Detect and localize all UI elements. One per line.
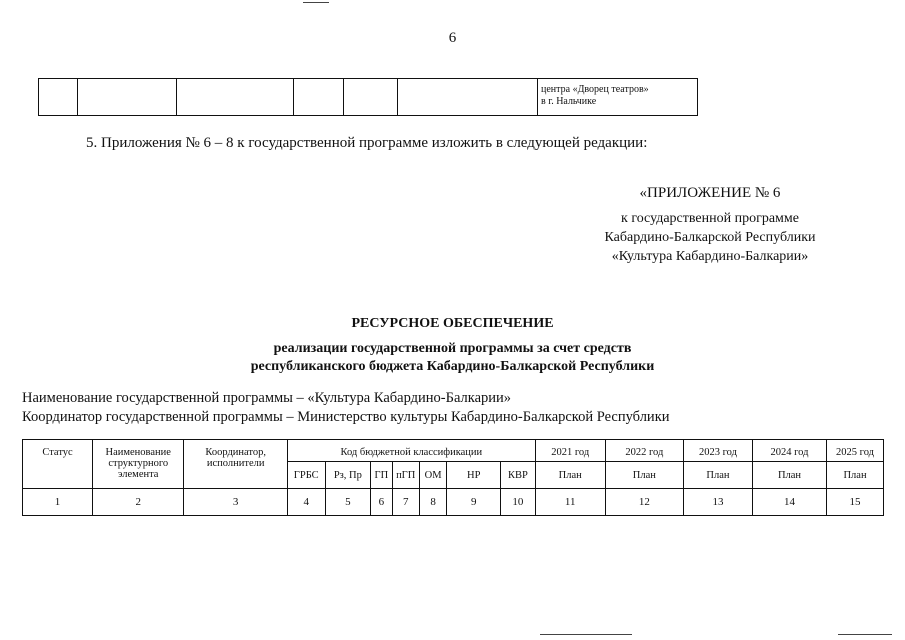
column-number: 6	[371, 489, 392, 516]
resource-table	[22, 439, 884, 516]
column-number: 11	[535, 489, 605, 516]
subtitle-line1: реализации государственной программы за счет средств	[273, 341, 632, 356]
subtitle-line2: республиканского бюджета Кабардино-Балкарской Республики	[250, 359, 655, 374]
header-year: 2023 год	[683, 440, 752, 462]
column-number: 2	[93, 489, 184, 516]
program-coordinator: Координатор государственной программы – Министерство культуры Кабардино-Балкарской Республики	[22, 409, 670, 425]
column-number: 4	[287, 489, 325, 516]
continued-cell	[538, 79, 698, 116]
header-year: 2021 год	[535, 440, 605, 462]
header-code: НР	[447, 462, 501, 489]
appendix-caption	[520, 209, 900, 266]
table-row	[23, 489, 884, 516]
column-number: 14	[752, 489, 826, 516]
header-plan: План	[827, 462, 884, 489]
document-subtitle	[0, 340, 905, 376]
header-code: ОМ	[419, 462, 446, 489]
column-number: 8	[419, 489, 446, 516]
appendix-title: «ПРИЛОЖЕНИЕ № 6	[639, 185, 781, 201]
header-code: КВР	[501, 462, 536, 489]
column-number: 7	[392, 489, 419, 516]
amendment-paragraph: 5. Приложения № 6 – 8 к государственной программе изложить в следующей редакции:	[86, 135, 648, 151]
header-status: Статус	[23, 440, 93, 489]
bottom-rule	[838, 634, 892, 635]
header-year: 2025 год	[827, 440, 884, 462]
header-code: Рз, Пр	[325, 462, 371, 489]
column-number: 10	[501, 489, 536, 516]
column-number: 9	[447, 489, 501, 516]
column-number: 3	[184, 489, 288, 516]
column-number: 13	[683, 489, 752, 516]
table-row	[39, 79, 698, 116]
bottom-rule	[540, 634, 632, 635]
header-budget-code: Код бюджетной классификации	[287, 440, 535, 462]
column-number: 12	[605, 489, 683, 516]
header-year: 2022 год	[605, 440, 683, 462]
header-plan: План	[683, 462, 752, 489]
header-element-name: Наименование структурного элемента	[93, 440, 184, 489]
table-header-row	[23, 440, 884, 462]
document-title: РЕСУРСНОЕ ОБЕСПЕЧЕНИЕ	[351, 316, 554, 331]
program-name: Наименование государственной программы – «Культура Кабардино-Балкарии»	[22, 390, 512, 406]
header-year: 2024 год	[752, 440, 826, 462]
column-number: 15	[827, 489, 884, 516]
column-number: 1	[23, 489, 93, 516]
header-coordinator: Координатор, исполнители	[184, 440, 288, 489]
page-number: 6	[448, 30, 457, 46]
continued-table	[38, 78, 698, 116]
continued-text-line2: в г. Нальчике	[541, 96, 597, 107]
header-plan: План	[605, 462, 683, 489]
top-rule	[303, 2, 329, 3]
appendix-line3: «Культура Кабардино-Балкарии»	[611, 249, 809, 264]
header-code: ГП	[371, 462, 392, 489]
appendix-line1: к государственной программе	[621, 211, 799, 226]
header-plan: План	[752, 462, 826, 489]
header-code: пГП	[392, 462, 419, 489]
continued-text-line1: центра «Дворец театров»	[541, 84, 649, 95]
header-plan: План	[535, 462, 605, 489]
header-code: ГРБС	[287, 462, 325, 489]
appendix-line2: Кабардино-Балкарской Республики	[604, 230, 816, 245]
column-number: 5	[325, 489, 371, 516]
